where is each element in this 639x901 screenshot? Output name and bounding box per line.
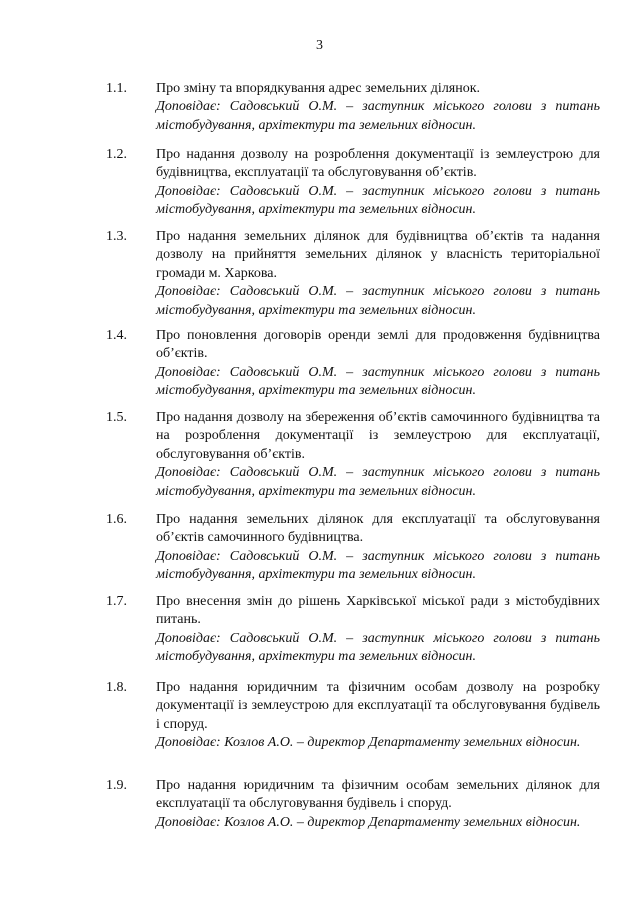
item-title: Про надання земельних ділянок для будівництва об’єктів та надання дозволу на прийняття земельних ділянок у власність територіальної громади м. Харкова. xyxy=(156,229,600,281)
item-body xyxy=(156,327,600,401)
page-number: 3 xyxy=(316,38,323,53)
item-title: Про зміну та впорядкування адрес земельних ділянок. xyxy=(156,81,481,96)
item-number: 1.7. xyxy=(106,594,127,609)
item-body xyxy=(156,511,600,585)
item-body xyxy=(156,146,600,220)
item-speaker: Доповідає: Садовський О.М. – заступник міського голови з питань містобудування, архітектури та земельних відносин. xyxy=(156,183,600,218)
item-body xyxy=(156,409,600,501)
item-number: 1.3. xyxy=(106,229,127,244)
item-speaker: Доповідає: Садовський О.М. – заступник міського голови з питань містобудування, архітектури та земельних відносин. xyxy=(156,630,600,665)
item-speaker: Доповідає: Садовський О.М. – заступник міського голови з питань містобудування, архітектури та земельних відносин. xyxy=(156,548,600,583)
item-speaker: Доповідає: Садовський О.М. – заступник міського голови з питань містобудування, архітектури та земельних відносин. xyxy=(156,364,600,399)
item-title: Про поновлення договорів оренди землі для продовження будівництва об’єктів. xyxy=(156,328,600,362)
item-number: 1.2. xyxy=(106,147,127,162)
item-title: Про надання юридичним та фізичним особам дозволу на розробку документації із землеустрою для експлуатації та обслуговування будівель і споруд. xyxy=(156,680,600,732)
item-body xyxy=(156,80,600,135)
item-number: 1.4. xyxy=(106,328,127,343)
item-number: 1.1. xyxy=(106,81,127,96)
item-title: Про надання земельних ділянок для експлуатації та обслуговування об’єктів самочинного будівництва. xyxy=(156,512,600,546)
item-speaker: Доповідає: Садовський О.М. – заступник міського голови з питань містобудування, архітектури та земельних відносин. xyxy=(156,284,600,318)
item-body xyxy=(156,228,600,320)
item-speaker: Доповідає: Садовський О.М. – заступник міського голови з питань містобудування, архітектури та земельних відносин. xyxy=(156,99,600,133)
item-number: 1.5. xyxy=(106,410,127,425)
item-body xyxy=(156,679,600,753)
item-speaker: Доповідає: Козлов А.О. – директор Департаменту земельних відносин. xyxy=(156,735,581,751)
item-title: Про внесення змін до рішень Харківської міської ради з містобудівних питань. xyxy=(156,594,600,628)
item-number: 1.9. xyxy=(106,778,127,793)
item-body xyxy=(156,593,600,667)
item-speaker: Доповідає: Садовський О.М. – заступник міського голови з питань містобудування, архітектури та земельних відносин. xyxy=(156,465,600,499)
item-number: 1.6. xyxy=(106,512,127,527)
item-number: 1.8. xyxy=(106,680,127,695)
item-title: Про надання дозволу на збереження об’єктів самочинного будівництва та на розроблення документації із землеустрою для експлуатації, обслуговування об’єктів. xyxy=(156,410,600,462)
item-title: Про надання юридичним та фізичним особам земельних ділянок для експлуатації та обслуговування будівель і споруд. xyxy=(156,778,600,812)
item-speaker: Доповідає: Козлов А.О. – директор Департаменту земельних відносин. xyxy=(156,814,581,830)
item-title: Про надання дозволу на розроблення документації із землеустрою для будівництва, експлуатації та обслуговування об’єктів. xyxy=(156,147,600,181)
item-body xyxy=(156,777,600,832)
